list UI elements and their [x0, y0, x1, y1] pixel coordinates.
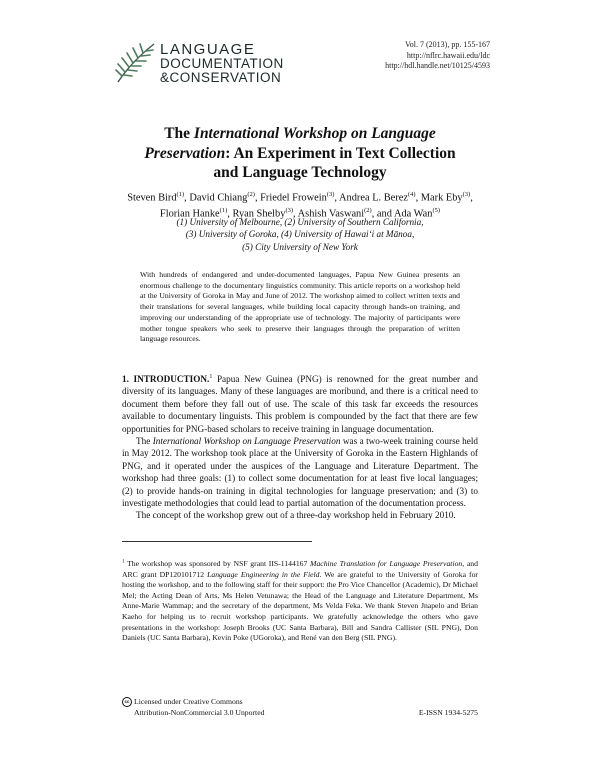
section-heading: 1. INTRODUCTION.: [122, 374, 210, 384]
paragraph: 1. INTRODUCTION.$^1$ Papua New Guinea (PNG) is renowned for the great number and diversity of its languages. Many of these languages are moribund, and there is a critical need to document them before they fall out of use. The scale of this task far exceeds the resources available to documentary linguists. This problem is compounded by the fact that there are few opportunities for PNG-based scholars to receive training in language documentation.: [122, 373, 479, 434]
footnote: $^1$ The workshop was sponsored by NSF grant IIS-1144167 Machine Translation for Language Preservation, and ARC grant DP120101712 Language Engineering in the Field. We are grateful to the University of Goroka for hosting the workshop, and to the following staff for their support: the Pro Vice Chancellor (Academic), Dr Michael Mel; the Acting Dean of Arts, Ms Helen Vetunawa; the Head of the Language and Literature Department, Ms Anne-Marie Wammap; and the secretary of the department, Ms Velda Feka. We thank Steven Jnapelo and Brian Kaeho for helping us to recruit workshop participants. We gratefully acknowledge the others who gave presentations in the workshop: Joseph Brooks (UC Santa Barbara), Bill and Sandra Callister (SIL PNG), Don Daniels (UC Santa Barbara), Kevin Poke (UGoroka), and René van den Berg (SIL PNG).: [122, 559, 478, 643]
license-notice: cc Licensed under Creative Commons Attribution-NonCommercial 3.0 Unported: [122, 697, 264, 718]
author-list: Steven Bird$^{(1)}$, David Chiang$^{(2)}$, Friedel Frowein$^{(3)}$, Andrea L. Berez$^{(4)}$, Mark Eby$^{(3)}$, Florian Hanke$^{(1)}$, Ryan Shelby$^{(3)}$, Ashish Vaswani$^{(2)}$, and Ada Wan$^{(5)}$: [127, 191, 473, 220]
eissn: E-ISSN 1934-5275: [418, 708, 478, 717]
journal-logo: [112, 40, 302, 86]
journal-url[interactable]: http://nflrc.hawaii.edu/ldc: [406, 50, 490, 60]
volume-info: Vol. 7 (2013), pp. 155-167: [405, 40, 490, 49]
footnote-marker: 1: [209, 373, 213, 380]
article-body: [122, 373, 478, 522]
footnote-divider: [122, 541, 312, 542]
paragraph: The concept of the workshop grew out of a three-day workshop held in February 2010.: [136, 510, 456, 521]
logo-line-1: LANGUAGE: [160, 41, 256, 58]
affiliations: (1) University of Melbourne, (2) University of Southern California, (3) University of Goroka, (4) University of Hawai‘i at Mānoa, (5) City University of New York: [176, 217, 424, 252]
journal-meta: [385, 40, 490, 72]
logo-line-3: &CONSERVATION: [160, 70, 282, 85]
abstract: With hundreds of endangered and under-documented languages, Papua New Guinea presents an enormous challenge to the documentary linguistics community. This article reports on a workshop held at the University of Goroka in May and June of 2012. The workshop aimed to collect written texts and their translations for several languages, while building local capacity through hands-on training, and improving our understanding of the appropriate use of technology. The majority of participants were mother tongue speakers who seek to preserve their languages through the preparation of written language resources.: [140, 270, 460, 344]
article-title: The International Workshop on Language Preservation: An Experiment in Text Collection and Language Technology: [144, 125, 456, 181]
paragraph: The International Workshop on Language Preservation was a two-week training course held in May 2012. The workshop took place at the University of Goroka in the Eastern Highlands of PNG, and it operated under the auspices of the Language and Literature Department. The workshop had three goals: (1) to collect some documentation for at least five local languages; (2) to provide hands-on training in digital technologies for language preservation; and (3) to investigate methodologies that could lead to partial automation of the documentation process.: [122, 436, 478, 509]
logo-line-2: DOCUMENTATION: [160, 56, 284, 71]
handle-url[interactable]: http://hdl.handle.net/10125/4593: [385, 61, 490, 70]
fern-icon: [112, 40, 158, 86]
creative-commons-icon: cc: [122, 697, 132, 707]
